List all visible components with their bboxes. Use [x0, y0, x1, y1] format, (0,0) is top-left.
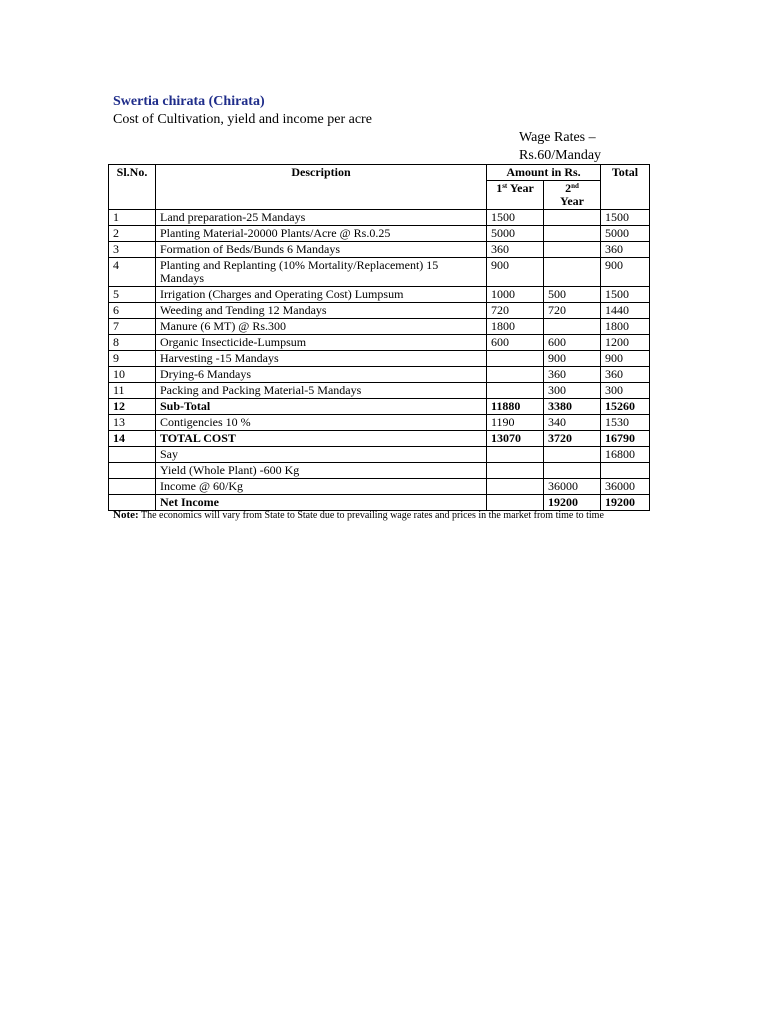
cell-total: 16790	[601, 431, 650, 447]
cost-table	[108, 164, 650, 511]
cell-total: 900	[601, 258, 650, 287]
table-row-subtotal	[109, 399, 650, 415]
header-year1-word: Year	[509, 181, 534, 195]
cell-total: 1500	[601, 210, 650, 226]
cell-total: 5000	[601, 226, 650, 242]
cell-total: 360	[601, 367, 650, 383]
cell-y1: 900	[487, 258, 544, 287]
cell-desc: Packing and Packing Material-5 Mandays	[156, 383, 487, 399]
cell-desc: Sub-Total	[156, 399, 487, 415]
cell-total: 1530	[601, 415, 650, 431]
cell-y1: 1190	[487, 415, 544, 431]
cell-y2: 600	[544, 335, 601, 351]
cell-y1: 13070	[487, 431, 544, 447]
cell-desc: Formation of Beds/Bunds 6 Mandays	[156, 242, 487, 258]
cell-sl: 1	[109, 210, 156, 226]
table-row	[109, 367, 650, 383]
cell-total: 1200	[601, 335, 650, 351]
note-label: Note:	[113, 509, 139, 521]
cell-y1	[487, 383, 544, 399]
cell-y2: 36000	[544, 479, 601, 495]
cell-total	[601, 463, 650, 479]
cell-sl	[109, 479, 156, 495]
table-row	[109, 479, 650, 495]
table-row-total-cost	[109, 431, 650, 447]
header-year2	[544, 181, 601, 210]
table-row	[109, 258, 650, 287]
cell-desc: Irrigation (Charges and Operating Cost) Lumpsum	[156, 287, 487, 303]
header-year2-num: 2	[565, 181, 572, 195]
cell-total: 300	[601, 383, 650, 399]
cell-y2	[544, 319, 601, 335]
cell-total: 19200	[601, 495, 650, 511]
cell-sl: 4	[109, 258, 156, 287]
cell-desc: TOTAL COST	[156, 431, 487, 447]
cell-y2: 500	[544, 287, 601, 303]
cell-sl: 7	[109, 319, 156, 335]
cell-sl: 12	[109, 399, 156, 415]
cell-sl	[109, 463, 156, 479]
cell-desc: Organic Insecticide-Lumpsum	[156, 335, 487, 351]
cell-total: 900	[601, 351, 650, 367]
wage-rates	[519, 129, 601, 165]
table-row	[109, 447, 650, 463]
cell-sl	[109, 447, 156, 463]
cell-desc: Manure (6 MT) @ Rs.300	[156, 319, 487, 335]
cell-sl: 6	[109, 303, 156, 319]
cell-y2: 720	[544, 303, 601, 319]
wage-rates-line1: Wage Rates –	[519, 130, 596, 145]
cell-total: 1440	[601, 303, 650, 319]
cell-desc: Yield (Whole Plant) -600 Kg	[156, 463, 487, 479]
table-row	[109, 287, 650, 303]
cell-y2	[544, 463, 601, 479]
cell-total: 360	[601, 242, 650, 258]
cell-y2: 340	[544, 415, 601, 431]
header-year1-sup: st	[502, 182, 508, 190]
table-row	[109, 226, 650, 242]
table-row	[109, 415, 650, 431]
cell-sl: 11	[109, 383, 156, 399]
cell-desc: Drying-6 Mandays	[156, 367, 487, 383]
cell-desc: Contigencies 10 %	[156, 415, 487, 431]
table-row	[109, 210, 650, 226]
cell-sl: 9	[109, 351, 156, 367]
header-year2-word: Year	[560, 194, 584, 208]
cell-sl: 5	[109, 287, 156, 303]
cell-y2	[544, 447, 601, 463]
cell-y2: 19200	[544, 495, 601, 511]
cell-y1	[487, 367, 544, 383]
document-title: Swertia chirata (Chirata)	[113, 94, 265, 109]
table-row	[109, 351, 650, 367]
cell-y1	[487, 447, 544, 463]
cell-desc: Income @ 60/Kg	[156, 479, 487, 495]
cell-desc: Net Income	[156, 495, 487, 511]
document-subtitle: Cost of Cultivation, yield and income per acre	[113, 112, 372, 127]
cell-y2: 900	[544, 351, 601, 367]
cell-sl: 8	[109, 335, 156, 351]
cell-y2	[544, 226, 601, 242]
header-year2-sup: nd	[571, 182, 579, 190]
cell-y2: 300	[544, 383, 601, 399]
cell-y2: 3380	[544, 399, 601, 415]
cell-y1: 600	[487, 335, 544, 351]
cell-total: 15260	[601, 399, 650, 415]
cell-desc: Weeding and Tending 12 Mandays	[156, 303, 487, 319]
table-row	[109, 303, 650, 319]
cell-desc: Harvesting -15 Mandays	[156, 351, 487, 367]
cell-y1: 1000	[487, 287, 544, 303]
header-total: Total	[601, 165, 650, 210]
cell-y1	[487, 479, 544, 495]
cell-y1: 1800	[487, 319, 544, 335]
header-amount: Amount in Rs.	[487, 165, 601, 181]
table-row	[109, 463, 650, 479]
cell-desc: Planting and Replanting (10% Mortality/Replacement) 15 Mandays	[156, 258, 487, 287]
cell-y1: 5000	[487, 226, 544, 242]
table-row	[109, 383, 650, 399]
cell-y2: 360	[544, 367, 601, 383]
cell-y1: 1500	[487, 210, 544, 226]
header-slno: Sl.No.	[109, 165, 156, 210]
wage-rates-line2: Rs.60/Manday	[519, 148, 602, 163]
cell-desc: Say	[156, 447, 487, 463]
cell-total: 1800	[601, 319, 650, 335]
header-description: Description	[156, 165, 487, 210]
header-year1-num: 1	[496, 181, 503, 195]
cell-total: 16800	[601, 447, 650, 463]
cell-y2	[544, 258, 601, 287]
cell-desc: Land preparation-25 Mandays	[156, 210, 487, 226]
table-row	[109, 319, 650, 335]
cell-y2	[544, 242, 601, 258]
cell-y1: 360	[487, 242, 544, 258]
cell-sl: 2	[109, 226, 156, 242]
cell-y2: 3720	[544, 431, 601, 447]
cell-y1	[487, 463, 544, 479]
header-year1	[487, 181, 544, 210]
cell-sl: 3	[109, 242, 156, 258]
cell-y2	[544, 210, 601, 226]
cell-y1: 11880	[487, 399, 544, 415]
cell-sl: 13	[109, 415, 156, 431]
footnote	[113, 509, 653, 522]
cell-y1	[487, 351, 544, 367]
cell-total: 1500	[601, 287, 650, 303]
cell-sl: 14	[109, 431, 156, 447]
cell-total: 36000	[601, 479, 650, 495]
table-row	[109, 242, 650, 258]
cell-y1: 720	[487, 303, 544, 319]
cell-desc: Planting Material-20000 Plants/Acre @ Rs.0.25	[156, 226, 487, 242]
table-row	[109, 335, 650, 351]
note-text: The economics will vary from State to State due to prevailing wage rates and prices in the market from time to time	[140, 510, 604, 521]
cell-sl: 10	[109, 367, 156, 383]
